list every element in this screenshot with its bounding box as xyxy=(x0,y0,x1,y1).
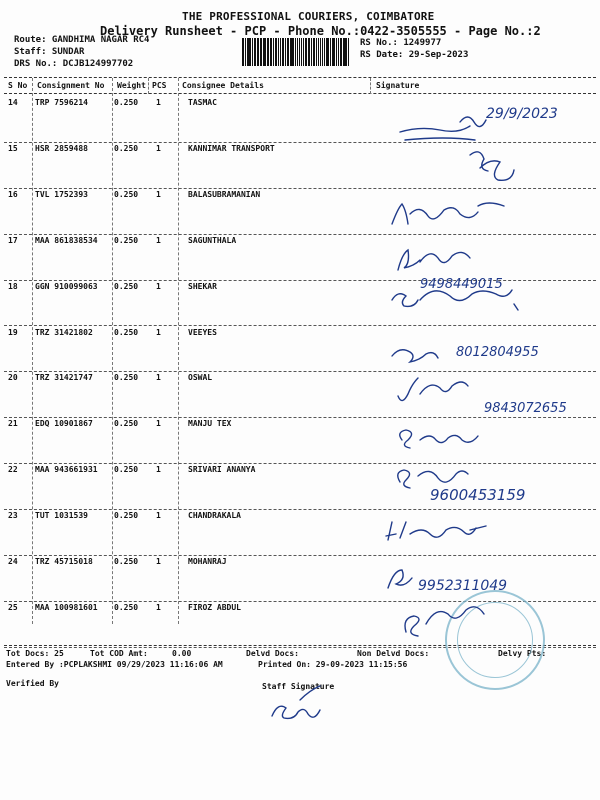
barcode-bar xyxy=(282,38,284,66)
row-sno: 21 xyxy=(8,419,18,429)
table-row xyxy=(4,190,596,236)
row-divider xyxy=(4,188,596,189)
row-sno: 17 xyxy=(8,235,18,245)
row-divider xyxy=(4,555,596,556)
row-consignee: TASMAC xyxy=(188,98,217,107)
row-consignment-no: GGN 910099063 xyxy=(35,281,98,291)
company-title: THE PROFESSIONAL COURIERS, COIMBATORE xyxy=(182,10,435,23)
row-weight: 0.250 xyxy=(114,189,139,199)
staff-signature-label: Staff Signature xyxy=(262,682,335,691)
row-weight: 0.250 xyxy=(114,235,139,245)
non-delvd-docs: Non Delvd Docs: xyxy=(357,649,430,658)
barcode-bar xyxy=(333,38,335,66)
row-divider xyxy=(4,463,596,464)
row-sno: 18 xyxy=(8,281,18,291)
barcode-bar xyxy=(280,38,281,66)
row-sno: 22 xyxy=(8,465,18,475)
table-row xyxy=(4,328,596,374)
handwritten-phone: 9498449015 xyxy=(420,277,503,292)
row-consignee: BALASUBRAMANIAN xyxy=(188,189,261,199)
row-pcs: 1 xyxy=(156,327,161,337)
delvy-pts: Delvy Pts: xyxy=(498,649,547,658)
tot-docs: Tot Docs: 25 xyxy=(6,649,64,658)
row-consignee: CHANDRAKALA xyxy=(188,511,241,521)
row-pcs: 1 xyxy=(156,143,161,153)
handwritten-phone: 9952311049 xyxy=(418,578,508,594)
header-top-rule xyxy=(4,77,596,78)
row-consignment-no: TRZ 31421747 xyxy=(35,373,93,383)
row-divider xyxy=(4,371,596,372)
tot-cod-label: Tot COD Amt: xyxy=(90,649,148,658)
handwritten-phone: 8012804955 xyxy=(456,345,539,360)
row-consignment-no: MAA 943661931 xyxy=(35,465,98,475)
rs-number: RS No.: 1249977 xyxy=(360,38,442,48)
row-weight: 0.250 xyxy=(114,281,139,291)
row-sno: 15 xyxy=(8,143,18,153)
col-consignee: Consignee Details xyxy=(182,81,264,90)
col-consignment: Consignment No xyxy=(37,81,105,90)
barcode-bar xyxy=(270,38,272,66)
row-pcs: 1 xyxy=(156,557,161,566)
barcode-bar xyxy=(343,38,344,66)
row-consignee: MANJU TEX xyxy=(188,419,232,429)
row-weight: 0.250 xyxy=(114,602,139,612)
barcode-bar xyxy=(290,38,291,66)
barcode-bar xyxy=(254,38,256,66)
barcode-bar xyxy=(295,38,296,66)
row-consignment-no: EDQ 10901867 xyxy=(35,419,93,429)
barcode-bar xyxy=(338,38,339,66)
row-consignee: OSWAL xyxy=(188,373,213,383)
barcode-bar xyxy=(316,38,317,66)
barcode-bar xyxy=(336,38,337,66)
col-sno: S No xyxy=(8,81,28,90)
barcode-bar xyxy=(301,38,302,66)
table-row xyxy=(4,282,596,328)
tot-cod-value: 0.00 xyxy=(172,649,192,658)
handwritten-date: 29/9/2023 xyxy=(486,106,558,122)
table-row xyxy=(4,373,596,419)
barcode-bar xyxy=(267,38,268,66)
row-weight: 0.250 xyxy=(114,465,139,475)
row-weight: 0.250 xyxy=(114,373,139,383)
row-consignee: KANNIMAR TRANSPORT xyxy=(188,143,275,153)
row-weight: 0.250 xyxy=(114,327,139,337)
row-consignee: SAGUNTHALA xyxy=(188,235,237,245)
column-divider xyxy=(148,78,149,94)
row-weight: 0.250 xyxy=(114,98,139,107)
row-consignment-no: TVL 1752393 xyxy=(35,189,88,199)
row-pcs: 1 xyxy=(156,511,161,521)
row-consignment-no: MAA 100981601 xyxy=(35,602,98,612)
barcode xyxy=(242,38,350,66)
barcode-bar xyxy=(242,38,244,66)
barcode-bar xyxy=(257,38,258,66)
table-row xyxy=(4,419,596,465)
barcode-bar xyxy=(263,38,266,66)
col-pcs: PCS xyxy=(152,81,167,90)
runsheet-title: Delivery Runsheet - PCP - Phone No.:0422-3505555 - Page No.:2 xyxy=(100,24,541,38)
row-consignee: MOHANRAJ xyxy=(188,557,227,566)
barcode-bar xyxy=(258,38,259,66)
barcode-bar xyxy=(252,38,253,66)
barcode-bar xyxy=(320,38,321,66)
row-divider xyxy=(4,280,596,281)
row-pcs: 1 xyxy=(156,419,161,429)
row-weight: 0.250 xyxy=(114,557,139,566)
barcode-bar xyxy=(247,38,248,66)
barcode-bar xyxy=(308,38,311,66)
barcode-bar xyxy=(245,38,246,66)
row-pcs: 1 xyxy=(156,602,161,612)
row-consignment-no: MAA 861838534 xyxy=(35,235,98,245)
row-divider xyxy=(4,325,596,326)
row-consignment-no: TUT 1031539 xyxy=(35,511,88,521)
entered-by: Entered By :PCPLAKSHMI 09/29/2023 11:16:06 AM xyxy=(6,660,223,669)
barcode-bar xyxy=(268,38,269,66)
barcode-bar xyxy=(303,38,304,66)
row-weight: 0.250 xyxy=(114,511,139,521)
row-sno: 16 xyxy=(8,189,18,199)
barcode-bar xyxy=(348,38,349,66)
barcode-bar xyxy=(273,38,274,66)
barcode-bar xyxy=(260,38,262,66)
handwritten-phone: 9843072655 xyxy=(484,401,567,416)
row-sno: 14 xyxy=(8,98,18,107)
barcode-bar xyxy=(322,38,324,66)
row-consignee: SRIVARI ANANYA xyxy=(188,465,256,475)
row-pcs: 1 xyxy=(156,465,161,475)
col-weight: Weight xyxy=(117,81,146,90)
barcode-bar xyxy=(305,38,307,66)
barcode-bar xyxy=(287,38,289,66)
table-row xyxy=(4,98,596,144)
col-signature: Signature xyxy=(376,81,420,90)
barcode-bar xyxy=(324,38,325,66)
row-sno: 23 xyxy=(8,511,18,521)
barcode-bar xyxy=(332,38,333,66)
barcode-bar xyxy=(285,38,286,66)
row-sno: 24 xyxy=(8,557,18,566)
barcode-bar xyxy=(344,38,347,66)
table-row xyxy=(4,236,596,282)
barcode-bar xyxy=(340,38,342,66)
row-divider xyxy=(4,142,596,143)
row-consignment-no: TRZ 31421802 xyxy=(35,327,93,337)
table-row xyxy=(4,511,596,557)
delivery-stamp xyxy=(445,590,545,690)
row-divider xyxy=(4,234,596,235)
table-row xyxy=(4,144,596,190)
printed-on: Printed On: 29-09-2023 11:15:56 xyxy=(258,660,408,669)
row-divider xyxy=(4,509,596,510)
barcode-bar xyxy=(248,38,251,66)
verified-by: Verified By xyxy=(6,679,59,688)
barcode-bar xyxy=(291,38,294,66)
barcode-bar xyxy=(297,38,298,66)
row-divider xyxy=(4,417,596,418)
row-pcs: 1 xyxy=(156,281,161,291)
row-sno: 19 xyxy=(8,327,18,337)
row-consignee: SHEKAR xyxy=(188,281,217,291)
barcode-bar xyxy=(275,38,278,66)
drs-number: DRS No.: DCJB124997702 xyxy=(14,59,134,69)
row-consignment-no: TRP 7596214 xyxy=(35,98,88,107)
rs-date: RS Date: 29-Sep-2023 xyxy=(360,50,469,60)
row-pcs: 1 xyxy=(156,235,161,245)
header-bottom-rule xyxy=(4,93,596,94)
row-sno: 25 xyxy=(8,602,18,612)
row-weight: 0.250 xyxy=(114,143,139,153)
row-sno: 20 xyxy=(8,373,18,383)
staff-label: Staff: SUNDAR xyxy=(14,47,85,57)
barcode-bar xyxy=(330,38,331,66)
table-row xyxy=(4,465,596,511)
route-label: Route: GANDHIMA NAGAR RC4 xyxy=(14,35,150,45)
barcode-bar xyxy=(318,38,319,66)
barcode-bar xyxy=(278,38,279,66)
delvd-docs: Delvd Docs: xyxy=(246,649,299,658)
row-pcs: 1 xyxy=(156,98,161,107)
row-consignment-no: HSR 2859488 xyxy=(35,143,88,153)
barcode-bar xyxy=(326,38,329,66)
column-divider xyxy=(370,78,371,94)
row-consignee: VEEYES xyxy=(188,327,217,337)
row-weight: 0.250 xyxy=(114,419,139,429)
row-pcs: 1 xyxy=(156,373,161,383)
row-pcs: 1 xyxy=(156,189,161,199)
row-consignment-no: TRZ 45715018 xyxy=(35,557,93,566)
barcode-bar xyxy=(313,38,315,66)
barcode-bar xyxy=(311,38,312,66)
row-consignee: FIROZ ABDUL xyxy=(188,602,241,612)
barcode-bar xyxy=(299,38,301,66)
handwritten-phone: 9600453159 xyxy=(430,486,526,504)
